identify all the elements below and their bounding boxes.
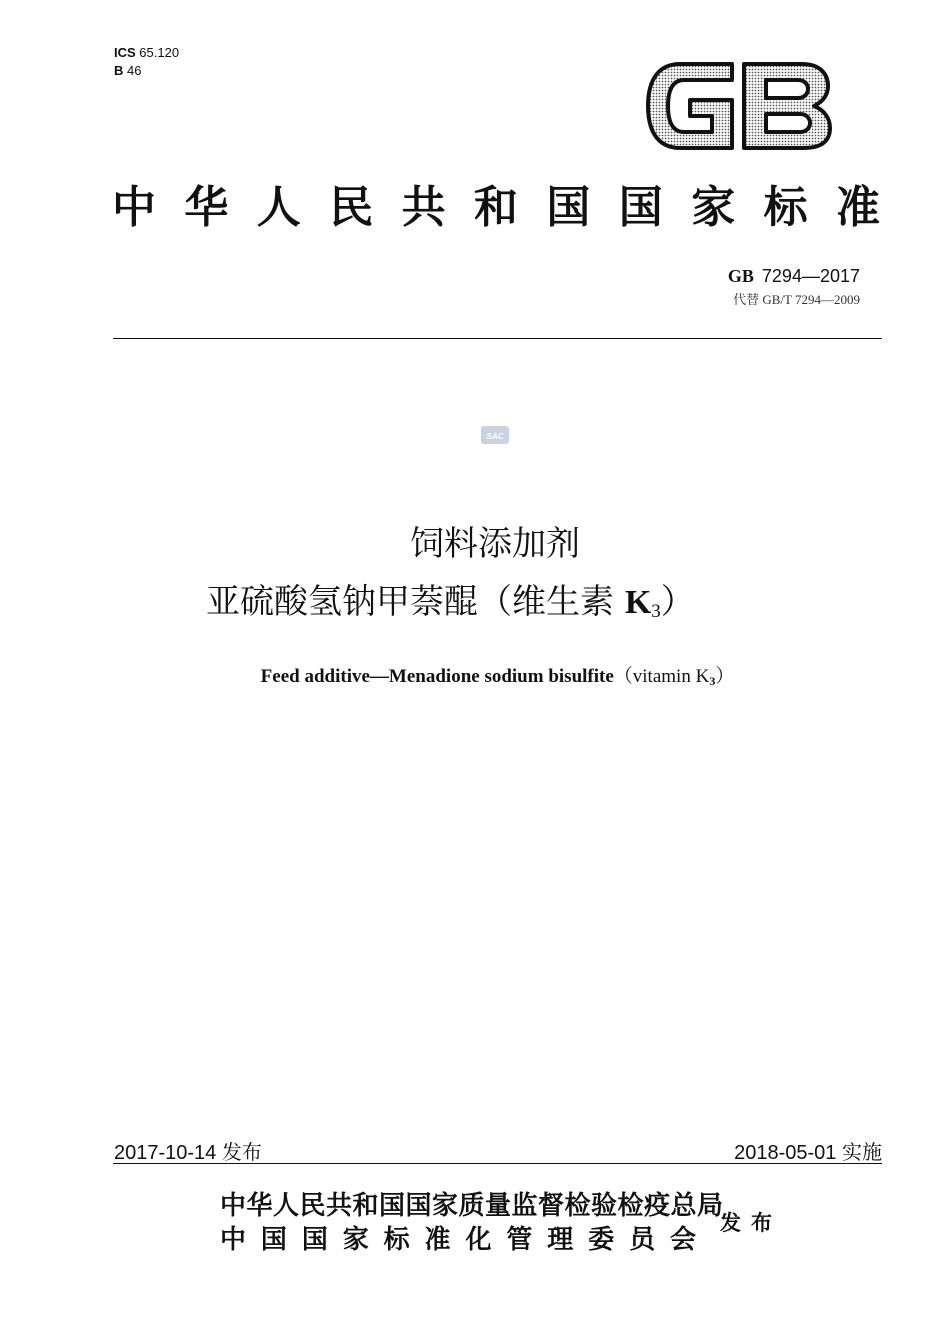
- ccs-code: 46: [127, 63, 142, 78]
- ccs-line: [114, 62, 179, 80]
- issue-verb: 发布: [720, 1211, 782, 1235]
- logo-text: GB: [688, 60, 690, 61]
- issue-date: 2017-10-14 发布: [114, 1142, 262, 1164]
- chinese-title-main: 亚硫酸氢钠甲萘醌（维生素: [206, 582, 625, 622]
- standard-prefix: GB: [727, 266, 754, 286]
- national-standard-title: 中华人民共和国国家标准: [112, 182, 882, 233]
- chinese-title-line-2: [206, 580, 695, 634]
- ics-code: 65.120: [139, 45, 180, 60]
- issuer-line-1: 中华人民共和国国家质量监督检验检疫总局: [220, 1191, 724, 1221]
- sac-watermark-icon: [481, 424, 509, 446]
- implementation-date: 2018-05-01 实施: [734, 1142, 882, 1164]
- ics-label: ICS: [114, 45, 136, 60]
- header-divider: [113, 338, 882, 339]
- english-title-subscript: 3: [709, 674, 716, 688]
- gb-logo-icon: [640, 56, 836, 156]
- english-title-main: Feed additive—Menadione sodium bisulfite: [260, 666, 614, 687]
- watermark-text: SAC: [486, 432, 504, 441]
- replaces-standard: 代替 GB/T 7294—2009: [733, 292, 860, 307]
- english-title-paren: （vitamin K: [613, 666, 710, 687]
- ccs-label: B: [114, 63, 124, 78]
- ics-line: [114, 44, 179, 62]
- english-title-close: ）: [715, 666, 735, 687]
- english-title: [0, 661, 950, 689]
- standard-code: 7294—2017: [761, 266, 860, 286]
- chinese-title-subscript: 3: [651, 601, 661, 622]
- standard-number: [728, 266, 860, 287]
- chinese-title-close: ）: [660, 582, 695, 622]
- chinese-title-k: K: [624, 584, 652, 621]
- classification-codes: [114, 44, 179, 80]
- chinese-title-line-1: 饲料添加剂: [410, 524, 580, 564]
- issuer-line-2: 中国国家标准化管理委员会: [220, 1225, 696, 1255]
- footer-divider: [113, 1163, 882, 1164]
